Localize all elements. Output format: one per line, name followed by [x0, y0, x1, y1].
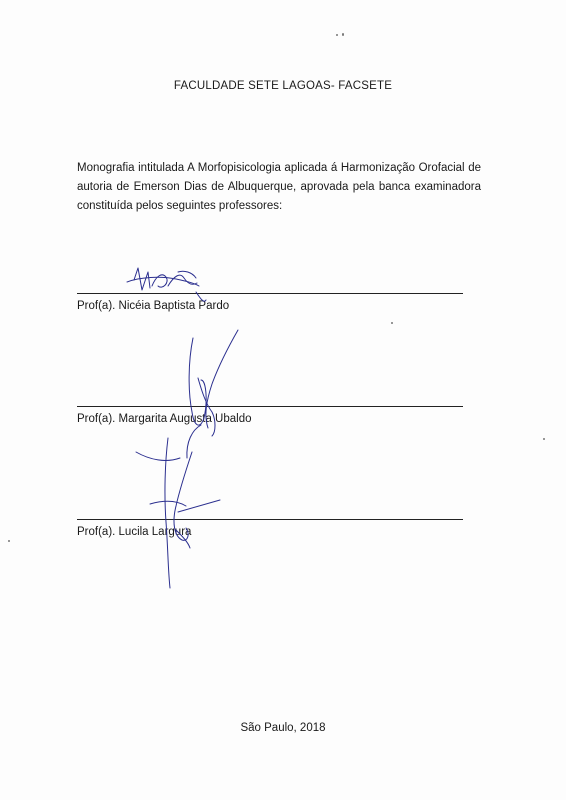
signature-block-2: [77, 406, 463, 425]
signature-3: [150, 438, 220, 588]
scan-speck: [342, 33, 344, 36]
scan-speck: [8, 540, 10, 542]
scan-speck: [543, 438, 545, 440]
signature-block-3: [77, 519, 463, 538]
signatory-name: Prof(a). Lucila Largura: [77, 526, 192, 538]
place-and-date: São Paulo, 2018: [240, 722, 326, 734]
scan-speck: [336, 34, 338, 36]
scan-speck: [391, 322, 393, 324]
signature-2: [136, 330, 238, 460]
signature-line: [77, 293, 463, 294]
signatory-name: Prof(a). Nicéia Baptista Pardo: [77, 300, 230, 312]
signature-block-1: [77, 293, 463, 312]
signature-line: [77, 519, 463, 520]
institution-title: FACULDADE SETE LAGOAS- FACSETE: [173, 80, 393, 92]
signature-line: [77, 406, 463, 407]
approval-statement: Monografia intitulada A Morfopisicologia aplicada á Harmonização Orofacial de autoria de Emerson Dias de Albuquerque, aprovada pela banca examinadora constituída pelos seguintes professores:: [77, 162, 481, 212]
signatory-name: Prof(a). Margarita Augusta Ubaldo: [77, 413, 252, 425]
